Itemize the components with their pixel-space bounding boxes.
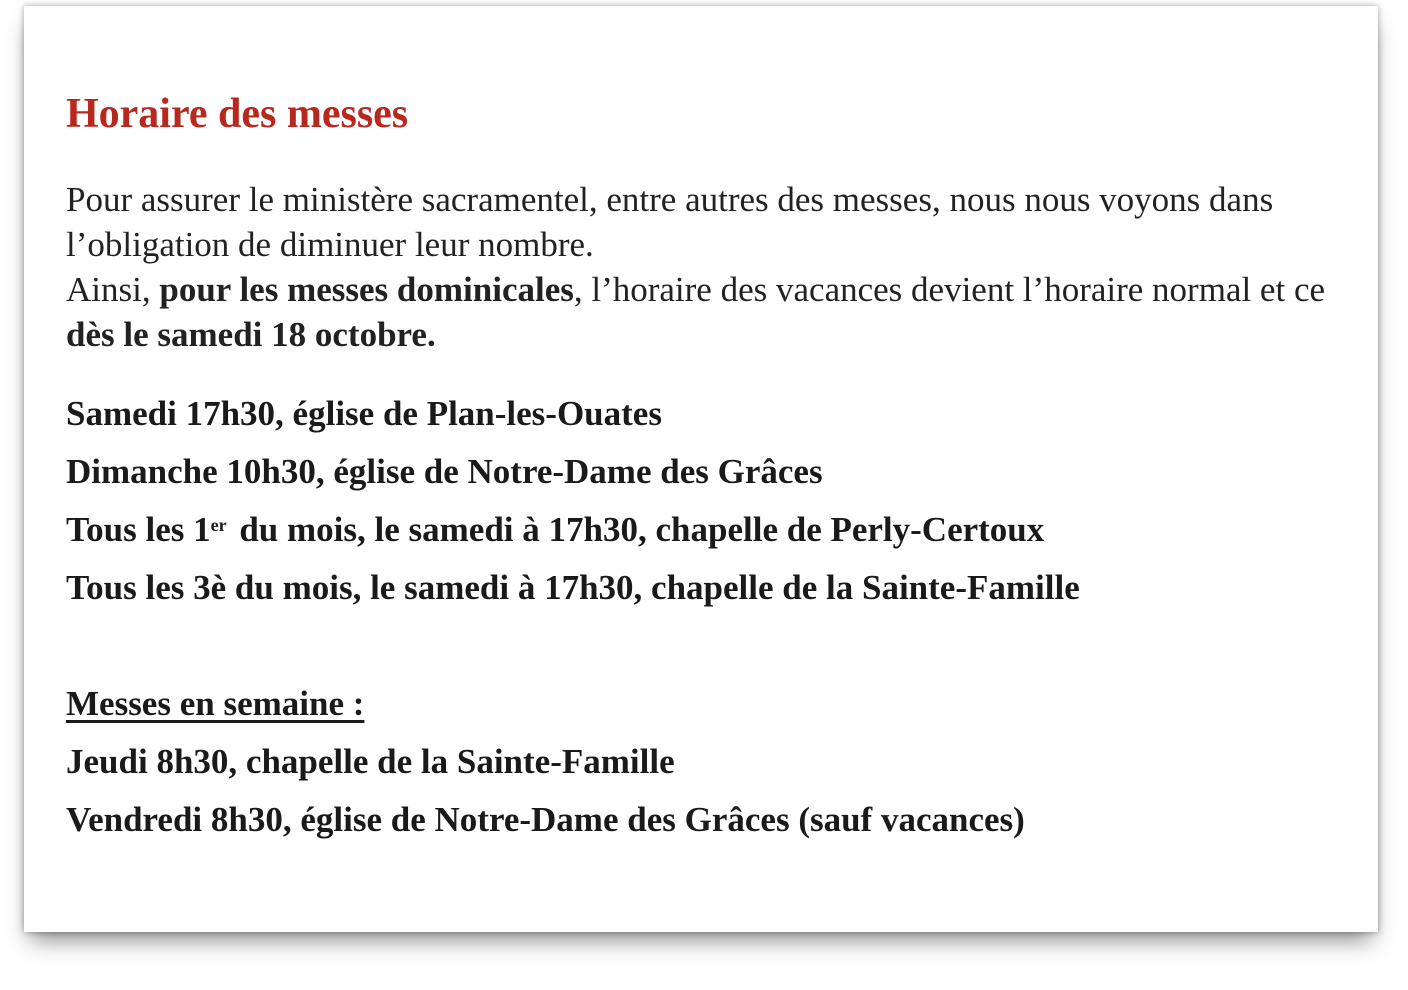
schedule-line-sunday: Dimanche 10h30, église de Notre-Dame des Grâces [66, 452, 823, 491]
intro-bold-date: dès le samedi 18 octobre. [66, 315, 436, 354]
ordinal-superscript: er [210, 515, 227, 535]
intro-sentence-2-mid: , l’horaire des vacances devient l’horaire normal et ce [573, 270, 1326, 309]
document-card [24, 6, 1378, 932]
first-saturday-suffix: du mois, le samedi à 17h30, chapelle de Perly-Certoux [230, 510, 1045, 549]
schedule-line-third-saturday: Tous les 3è du mois, le samedi à 17h30, chapelle de la Sainte-Famille [66, 568, 1080, 607]
schedule-line-saturday: Samedi 17h30, église de Plan-les-Ouates [66, 394, 662, 433]
schedule-line-first-saturday [66, 501, 1346, 559]
intro-paragraph [66, 177, 1346, 357]
sunday-schedule [66, 385, 1346, 617]
intro-sentence-2-start: Ainsi, [66, 270, 160, 309]
weekday-heading: Messes en semaine : [66, 684, 365, 723]
page-title: Horaire des messes [66, 91, 409, 137]
intro-sentence-1: Pour assurer le ministère sacramentel, entre autres des messes, nous nous voyons dans l’obligation de diminuer leur nombre. [66, 180, 1274, 264]
document-content [66, 86, 1346, 849]
intro-bold-sunday: pour les messes dominicales [159, 270, 574, 309]
first-saturday-prefix: Tous les 1 [66, 510, 211, 549]
schedule-line-friday: Vendredi 8h30, église de Notre-Dame des Grâces (sauf vacances) [66, 800, 1025, 839]
schedule-line-thursday: Jeudi 8h30, chapelle de la Sainte-Famille [66, 742, 675, 781]
weekday-schedule [66, 733, 1346, 849]
